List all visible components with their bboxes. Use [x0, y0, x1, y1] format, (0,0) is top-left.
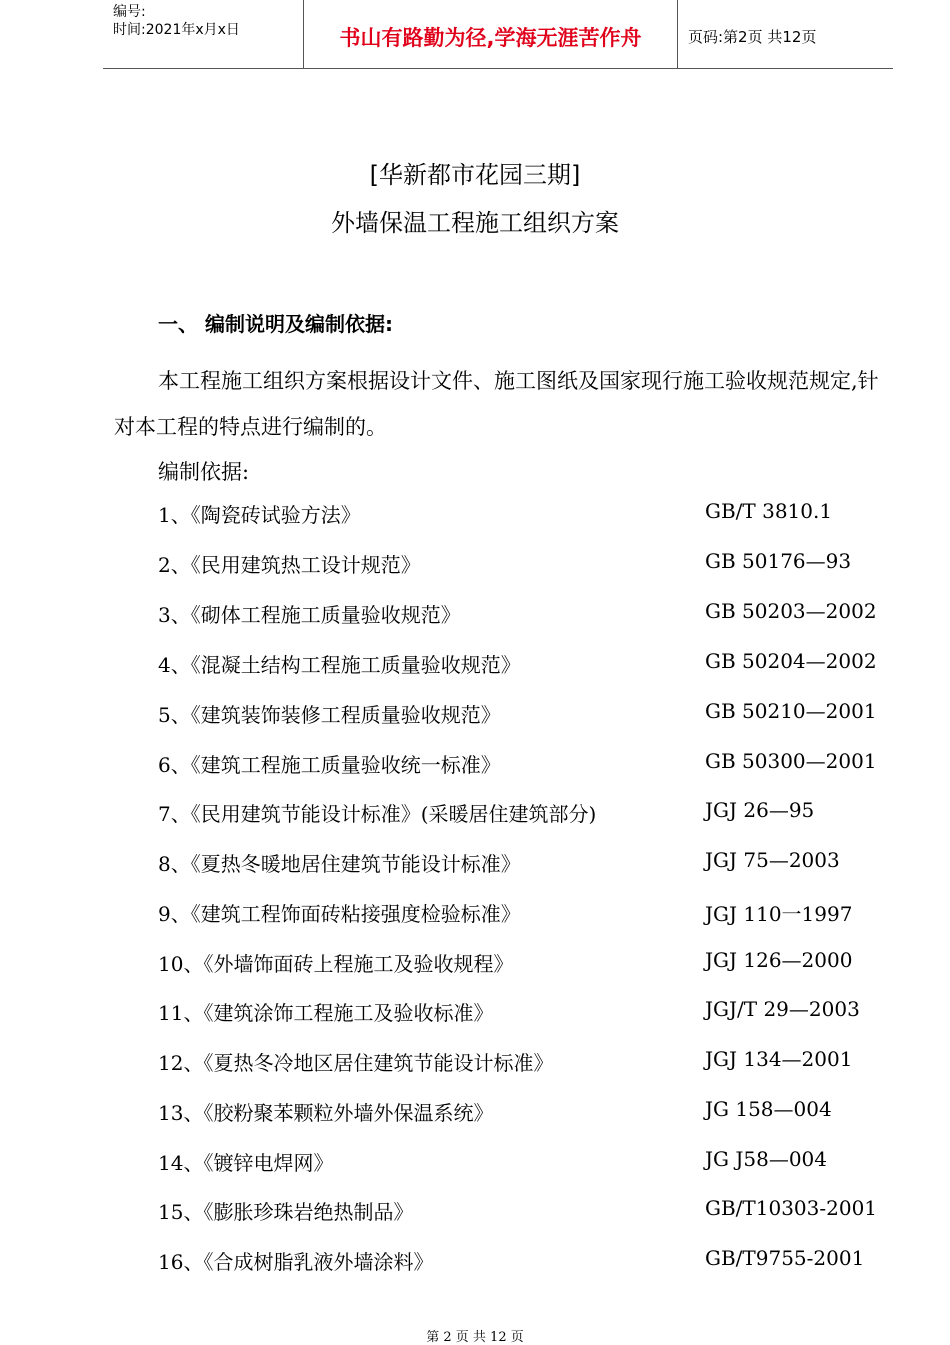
list-item: [158, 699, 893, 739]
number-label: 编号:: [113, 4, 146, 20]
list-item: [158, 1246, 893, 1286]
standard-code: GB 50203—2002: [705, 599, 877, 623]
list-item: [158, 1147, 893, 1187]
time-label: 时间:2021年x月x日: [113, 22, 240, 38]
list-item: [158, 898, 893, 938]
standard-code: JGJ 134—2001: [705, 1047, 853, 1071]
header-page-cell: [678, 0, 893, 68]
standard-code: GB 50300—2001: [705, 749, 877, 773]
standard-name: 2、《民用建筑热工设计规范》: [158, 553, 421, 577]
standard-code: GB 50204—2002: [705, 649, 877, 673]
list-item: [158, 649, 893, 689]
list-item: [158, 1196, 893, 1236]
list-item: [158, 997, 893, 1037]
standard-name: 7、《民用建筑节能设计标准》(采暖居住建筑部分): [158, 802, 597, 826]
standard-code: GB/T 3810.1: [705, 499, 833, 523]
standard-code: JGJ 75—2003: [705, 848, 840, 872]
standard-name: 5、《建筑装饰装修工程质量验收规范》: [158, 703, 501, 727]
standard-name: 3、《砌体工程施工质量验收规范》: [158, 603, 461, 627]
standard-code: GB 50210—2001: [705, 699, 877, 723]
standard-name: 6、《建筑工程施工质量验收统一标准》: [158, 753, 501, 777]
standard-code: JG 158—004: [705, 1097, 832, 1121]
list-item: [158, 499, 893, 539]
header-motto-cell: [304, 0, 678, 68]
section-heading: 一、 编制说明及编制依据:: [158, 312, 393, 336]
standard-code: JGJ/T 29—2003: [705, 997, 860, 1021]
basis-label: 编制依据:: [158, 460, 250, 484]
document-title: 外墙保温工程施工组织方案: [331, 209, 619, 237]
standard-name: 1、《陶瓷砖试验方法》: [158, 503, 361, 527]
page-header: [103, 0, 893, 69]
list-item: [158, 1097, 893, 1137]
standard-name: 16、《合成树脂乳液外墙涂料》: [158, 1250, 434, 1274]
header-meta-cell: [103, 0, 304, 68]
project-title: [华新都市花园三期]: [369, 161, 581, 189]
list-item: [158, 599, 893, 639]
list-item: [158, 948, 893, 988]
header-motto: 书山有路勤为径,学海无涯苦作舟: [339, 26, 642, 50]
standard-code: GB/T9755-2001: [705, 1246, 865, 1270]
standard-name: 14、《镀锌电焊网》: [158, 1151, 334, 1175]
list-item: [158, 798, 893, 838]
list-item: [158, 549, 893, 589]
standard-name: 4、《混凝土结构工程施工质量验收规范》: [158, 653, 521, 677]
header-page-info: 页码:第2页 共12页: [688, 28, 817, 46]
standard-name: 12、《夏热冬冷地区居住建筑节能设计标准》: [158, 1051, 554, 1075]
list-item: [158, 848, 893, 888]
standard-code: JGJ 26—95: [705, 798, 815, 822]
standard-name: 10、《外墙饰面砖上程施工及验收规程》: [158, 952, 514, 976]
intro-paragraph: 本工程施工组织方案根据设计文件、施工图纸及国家现行施工验收规范规定,针对本工程的特点进行编制的。: [114, 369, 879, 439]
standard-code: JGJ 110一1997: [705, 902, 853, 926]
standard-code: GB 50176—93: [705, 549, 852, 573]
standard-name: 11、《建筑涂饰工程施工及验收标准》: [158, 1001, 494, 1025]
list-item: [158, 1047, 893, 1087]
standard-name: 8、《夏热冬暖地居住建筑节能设计标准》: [158, 852, 521, 876]
page-footer: 第 2 页 共 12 页: [426, 1330, 524, 1345]
standard-name: 9、《建筑工程饰面砖粘接强度检验标准》: [158, 902, 521, 926]
standard-code: JG J58—004: [705, 1147, 827, 1171]
standard-code: GB/T10303-2001: [705, 1196, 878, 1220]
standard-name: 15、《膨胀珍珠岩绝热制品》: [158, 1200, 414, 1224]
standard-code: JGJ 126—2000: [705, 948, 853, 972]
list-item: [158, 749, 893, 789]
standard-name: 13、《胶粉聚苯颗粒外墙外保温系统》: [158, 1101, 494, 1125]
